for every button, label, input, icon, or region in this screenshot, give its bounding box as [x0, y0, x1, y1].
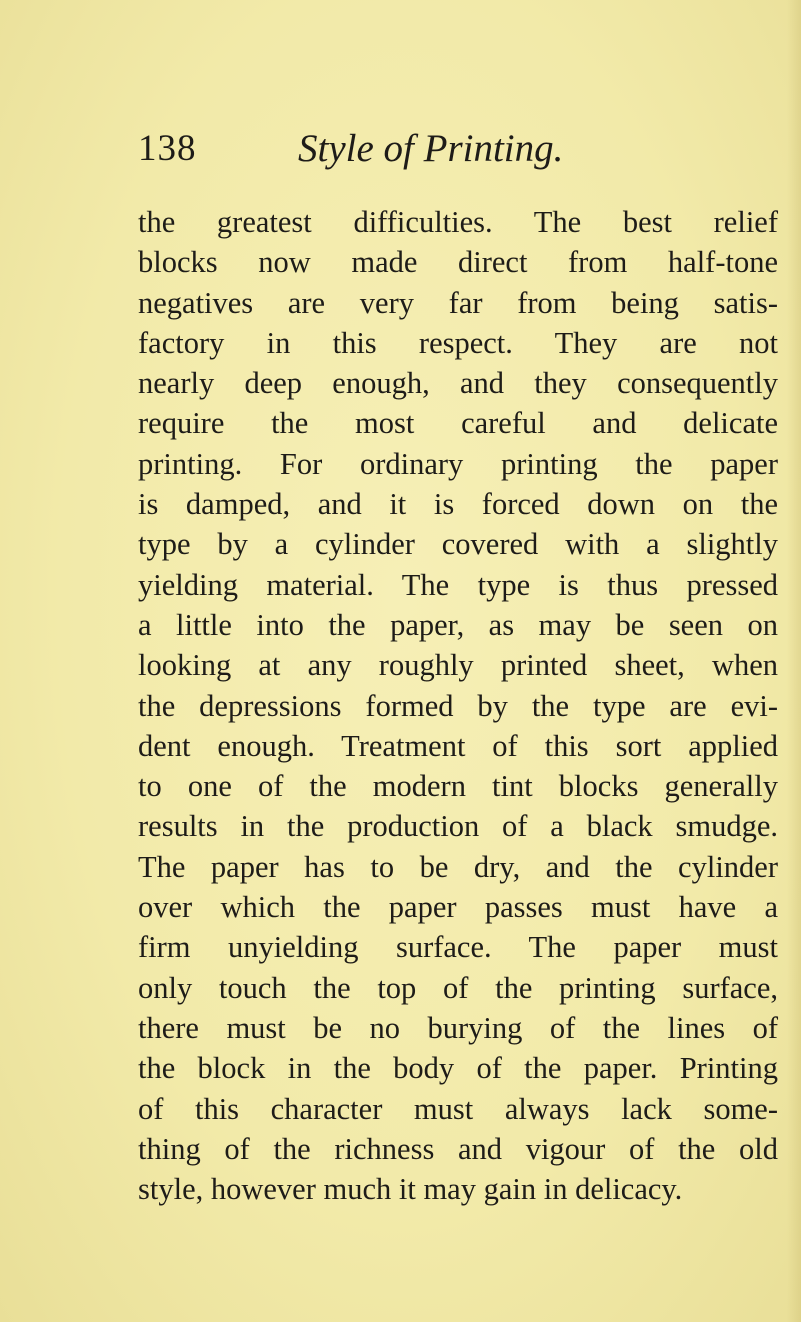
text-line: of this character must always lack some-: [138, 1091, 778, 1126]
text-line: require the most careful and delicate: [138, 406, 778, 441]
text-line: printing. For ordinary printing the paper: [138, 446, 778, 481]
text-line: nearly deep enough, and they consequently: [138, 366, 778, 401]
page-header: [138, 124, 608, 174]
text-line: thing of the richness and vigour of the old: [138, 1131, 778, 1166]
text-line: firm unyielding surface. The paper must: [138, 930, 778, 965]
text-line: looking at any roughly printed sheet, when: [138, 648, 778, 683]
text-line: negatives are very far from being satis-: [138, 285, 778, 320]
text-line: only touch the top of the printing surface,: [138, 970, 778, 1005]
text-line: factory in this respect. They are not: [138, 325, 778, 360]
text-line: over which the paper passes must have a: [138, 890, 778, 925]
page-edge-shadow: [787, 0, 801, 1322]
text-line: to one of the modern tint blocks generally: [138, 769, 778, 804]
text-line: The paper has to be dry, and the cylinder: [138, 849, 778, 884]
body-text: [138, 202, 778, 1209]
text-line: dent enough. Treatment of this sort applied: [138, 728, 778, 763]
text-line: the block in the body of the paper. Printing: [138, 1051, 778, 1086]
page-number: 138: [138, 128, 197, 169]
text-line: type by a cylinder covered with a slightly: [138, 527, 778, 562]
text-line: results in the production of a black smudge.: [138, 809, 778, 844]
text-line: is damped, and it is forced down on the: [138, 487, 778, 522]
text-line-last: style, however much it may gain in delicacy.: [138, 1172, 683, 1207]
text-line: the depressions formed by the type are evi-: [138, 688, 778, 723]
text-line: a little into the paper, as may be seen on: [138, 607, 778, 642]
text-line: there must be no burying of the lines of: [138, 1010, 778, 1045]
text-line: the greatest difficulties. The best relief: [138, 205, 778, 239]
text-line: yielding material. The type is thus pressed: [138, 567, 778, 602]
text-line: blocks now made direct from half-tone: [138, 245, 778, 280]
running-head: Style of Printing.: [298, 127, 564, 170]
